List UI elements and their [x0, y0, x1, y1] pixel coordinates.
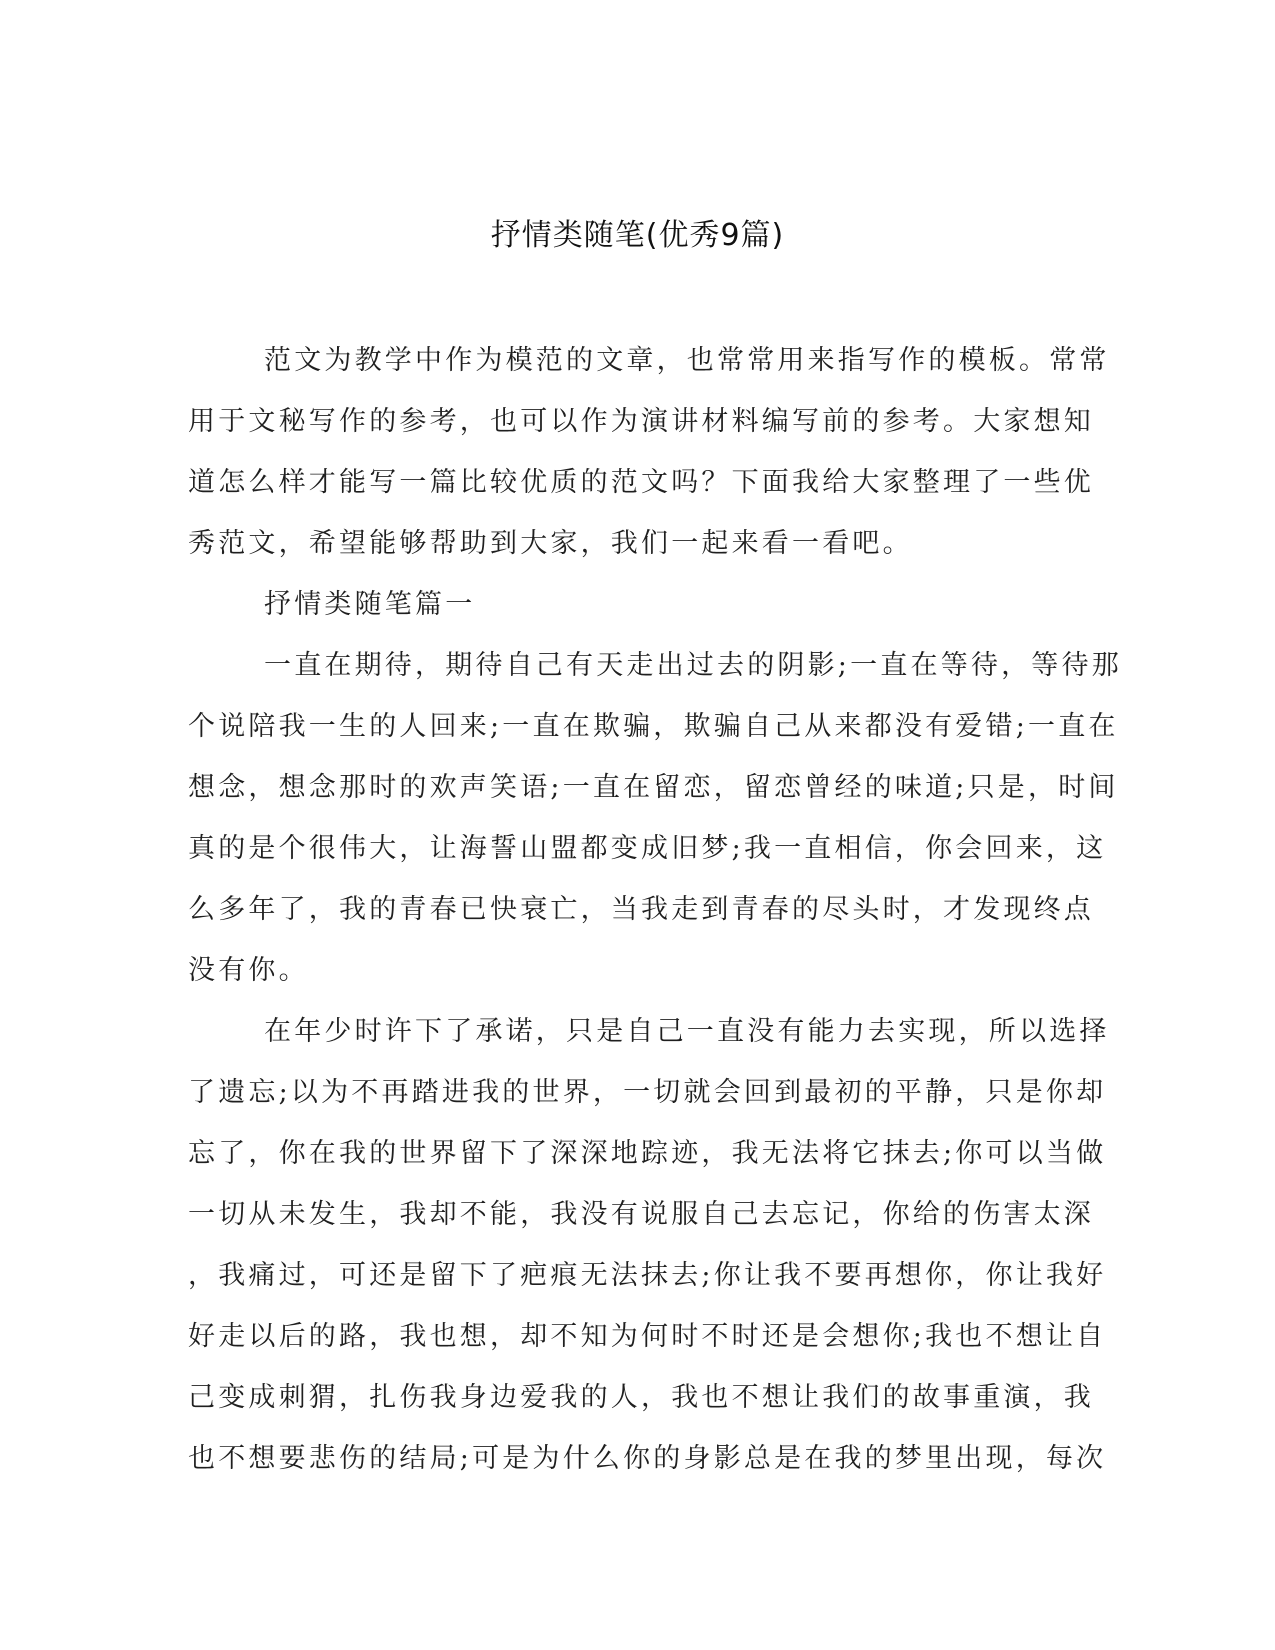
text-line: 己变成刺猬，扎伤我身边爱我的人，我也不想让我们的故事重演，我	[188, 1382, 1094, 1413]
text-line: 真的是个很伟大，让海誓山盟都变成旧梦;我一直相信，你会回来，这	[188, 833, 1107, 864]
text-line: 也不想要悲伤的结局;可是为什么你的身影总是在我的梦里出现，每次	[188, 1443, 1107, 1474]
text-line: 了遗忘;以为不再踏进我的世界，一切就会回到最初的平静，只是你却	[188, 1077, 1107, 1108]
text-line: 在年少时许下了承诺，只是自己一直没有能力去实现，所以选择	[264, 1016, 1110, 1047]
text-line: ，我痛过，可还是留下了疤痕无法抹去;你让我不要再想你，你让我好	[188, 1260, 1107, 1291]
text-line: 么多年了，我的青春已快衰亡，当我走到青春的尽头时，才发现终点	[188, 894, 1094, 925]
text-line: 道怎么样才能写一篇比较优质的范文吗？下面我给大家整理了一些优	[188, 467, 1094, 498]
text-line: 一切从未发生，我却不能，我没有说服自己去忘记，你给的伤害太深	[188, 1199, 1094, 1230]
text-line: 一直在期待，期待自己有天走出过去的阴影;一直在等待，等待那	[264, 650, 1122, 681]
document-title: 抒情类随笔(优秀9篇)	[490, 218, 785, 253]
text-line: 用于文秘写作的参考，也可以作为演讲材料编写前的参考。大家想知	[188, 406, 1094, 437]
text-line: 好走以后的路，我也想，却不知为何时不时还是会想你;我也不想让自	[188, 1321, 1107, 1352]
text-line: 忘了，你在我的世界留下了深深地踪迹，我无法将它抹去;你可以当做	[188, 1138, 1107, 1169]
text-line: 个说陪我一生的人回来;一直在欺骗，欺骗自己从来都没有爱错;一直在	[188, 711, 1119, 742]
section-heading: 抒情类随笔篇一	[264, 589, 476, 620]
text-line: 没有你。	[188, 955, 309, 986]
text-line: 秀范文，希望能够帮助到大家，我们一起来看一看吧。	[188, 528, 913, 559]
text-line: 范文为教学中作为模范的文章，也常常用来指写作的模板。常常	[264, 345, 1110, 376]
document-body	[188, 330, 1122, 1489]
text-line: 想念，想念那时的欢声笑语;一直在留恋，留恋曾经的味道;只是，时间	[188, 772, 1119, 803]
